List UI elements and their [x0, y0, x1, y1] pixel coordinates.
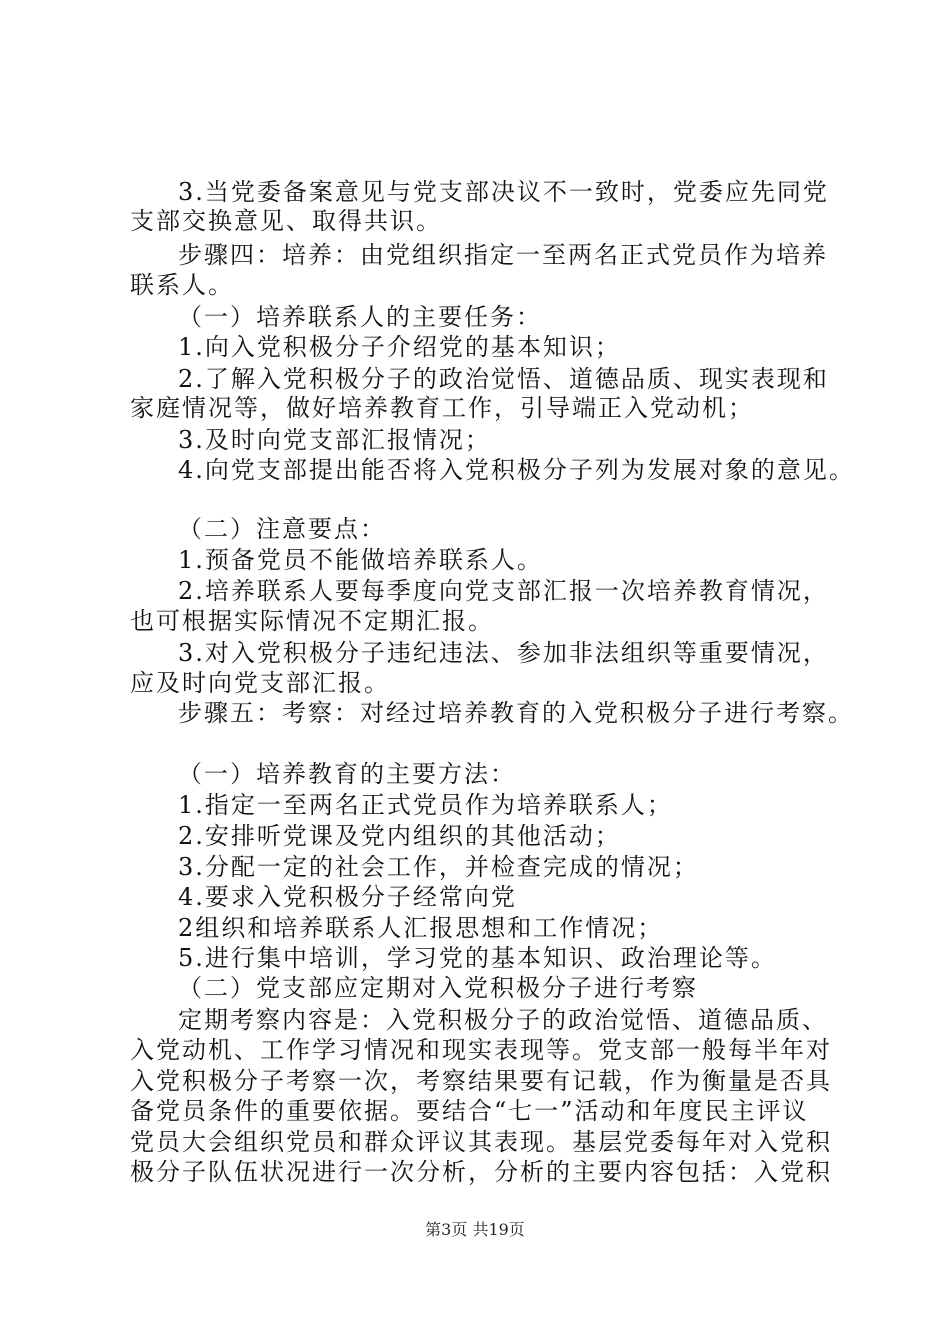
- text-line: 定期考察内容是：入党积极分子的政治觉悟、道德品质、: [178, 1006, 828, 1034]
- text-line: 4.要求入党积极分子经常向党: [178, 883, 517, 911]
- text-line: 2.安排听党课及党内组织的其他活动；: [178, 822, 621, 850]
- text-line: 也可根据实际情况不定期汇报。: [130, 607, 494, 635]
- text-line: （二）注意要点：: [178, 515, 386, 543]
- text-line: 2.了解入党积极分子的政治觉悟、道德品质、现实表现和: [178, 365, 829, 393]
- text-line: 入党积极分子考察一次，考察结果要有记载，作为衡量是否具: [130, 1067, 832, 1095]
- text-line: 支部交换意见、取得共识。: [130, 207, 442, 235]
- text-line: 备党员条件的重要依据。要结合“七一”活动和年度民主评议: [130, 1097, 809, 1125]
- page-footer: 第3页 共19页: [425, 1220, 525, 1239]
- text-line: 应及时向党支部汇报。: [130, 669, 390, 697]
- text-line: 党员大会组织党员和群众评议其表现。基层党委每年对入党积: [130, 1128, 832, 1156]
- text-line: 2.培养联系人要每季度向党支部汇报一次培养教育情况，: [178, 577, 829, 605]
- text-line: 3.当党委备案意见与党支部决议不一致时，党委应先同党: [178, 178, 829, 206]
- text-line: 入党动机、工作学习情况和现实表现等。党支部一般每半年对: [130, 1036, 832, 1064]
- text-line: 5.进行集中培训，学习党的基本知识、政治理论等。: [178, 944, 777, 972]
- text-line: 联系人。: [130, 271, 234, 299]
- text-line: 1.向入党积极分子介绍党的基本知识；: [178, 333, 621, 361]
- text-line: 极分子队伍状况进行一次分析，分析的主要内容包括：入党积: [130, 1158, 832, 1186]
- text-line: 步骤五：考察：对经过培养教育的入党积极分子进行考察。: [178, 699, 854, 727]
- text-line: 3.对入党积极分子违纪违法、参加非法组织等重要情况，: [178, 639, 829, 667]
- text-line: （一）培养联系人的主要任务：: [178, 303, 542, 331]
- text-line: 家庭情况等，做好培养教育工作，引导端正入党动机；: [130, 394, 754, 422]
- text-line: 3.及时向党支部汇报情况；: [178, 426, 491, 454]
- text-line: 步骤四：培养：由党组织指定一至两名正式党员作为培养: [178, 241, 828, 269]
- text-line: 2组织和培养联系人汇报思想和工作情况；: [178, 914, 664, 942]
- text-line: 1.预备党员不能做培养联系人。: [178, 546, 543, 574]
- text-line: 1.指定一至两名正式党员作为培养联系人；: [178, 791, 673, 819]
- text-line: （一）培养教育的主要方法：: [178, 760, 516, 788]
- text-line: 3.分配一定的社会工作，并检查完成的情况；: [178, 853, 699, 881]
- text-line: 4.向党支部提出能否将入党积极分子列为发展对象的意见。: [178, 456, 855, 484]
- text-line: （二）党支部应定期对入党积极分子进行考察: [178, 974, 698, 1002]
